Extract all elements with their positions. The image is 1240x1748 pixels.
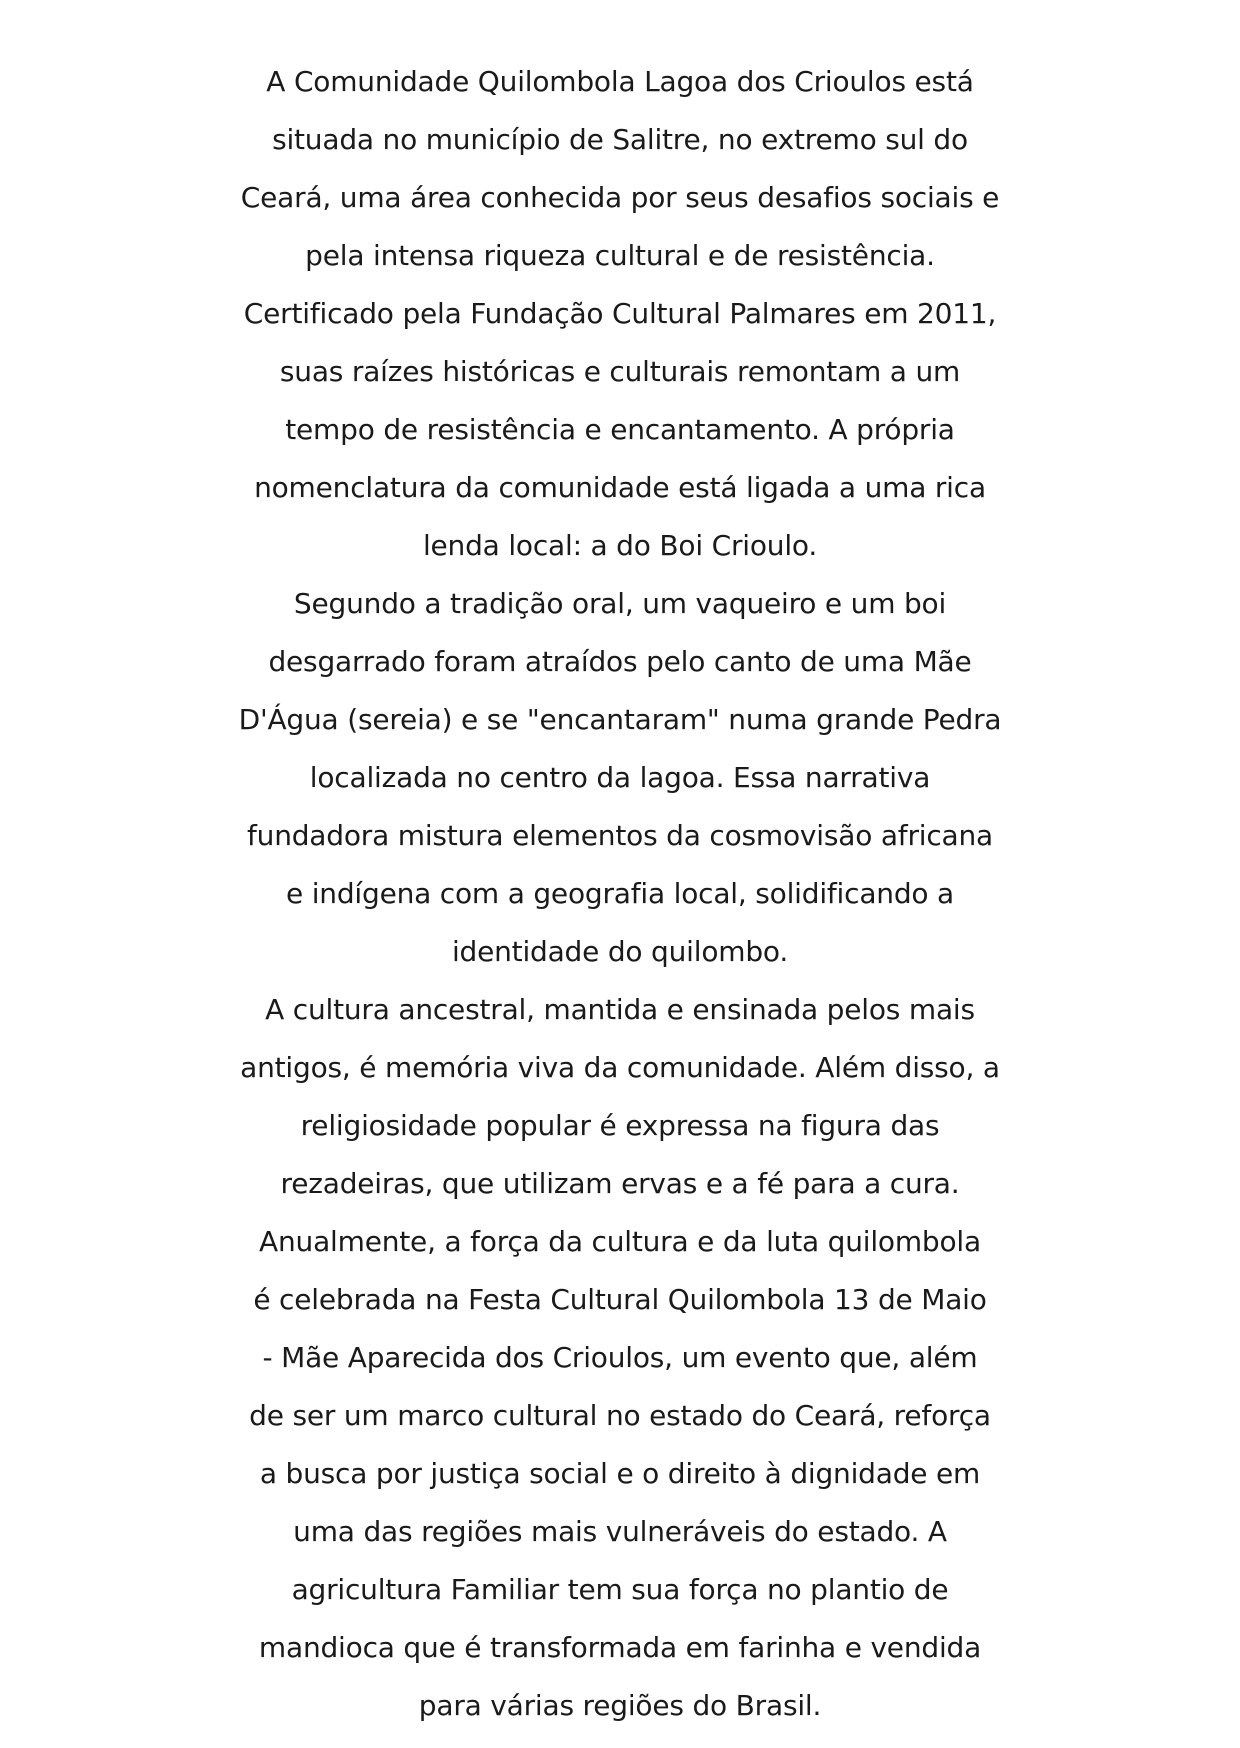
text-line: situada no município de Salitre, no extremo sul do xyxy=(272,123,968,156)
text-line: e indígena com a geografia local, solidificando a xyxy=(285,877,954,910)
text-line: a busca por justiça social e o direito à dignidade em xyxy=(259,1457,981,1490)
text-line: fundadora mistura elementos da cosmovisão africana xyxy=(246,819,993,852)
text-line: agricultura Familiar tem sua força no plantio de xyxy=(291,1573,949,1606)
text-line: Anualmente, a força da cultura e da luta quilombola xyxy=(259,1225,981,1258)
text-line: de ser um marco cultural no estado do Ceará, reforça xyxy=(249,1399,991,1432)
text-line: mandioca que é transformada em farinha e vendida xyxy=(258,1631,982,1664)
text-line: Ceará, uma área conhecida por seus desafios sociais e xyxy=(240,181,1000,214)
text-line: religiosidade popular é expressa na figura das xyxy=(300,1109,940,1142)
body-text xyxy=(0,53,1240,1735)
text-line: localizada no centro da lagoa. Essa narrativa xyxy=(309,761,931,794)
text-line: pela intensa riqueza cultural e de resistência. xyxy=(305,239,935,272)
text-line: uma das regiões mais vulneráveis do estado. A xyxy=(293,1515,947,1548)
text-line: Certificado pela Fundação Cultural Palmares em 2011, xyxy=(243,297,997,330)
text-line: identidade do quilombo. xyxy=(451,935,789,968)
text-line: D'Água (sereia) e se "encantaram" numa grande Pedra xyxy=(238,703,1002,736)
text-line: para várias regiões do Brasil. xyxy=(418,1689,822,1722)
text-line: antigos, é memória viva da comunidade. Além disso, a xyxy=(240,1051,1000,1084)
text-line: é celebrada na Festa Cultural Quilombola 13 de Maio xyxy=(253,1283,987,1316)
text-line: A cultura ancestral, mantida e ensinada pelos mais xyxy=(265,993,975,1026)
text-line: - Mãe Aparecida dos Crioulos, um evento que, além xyxy=(262,1341,978,1374)
text-line: tempo de resistência e encantamento. A própria xyxy=(285,413,955,446)
text-line: Segundo a tradição oral, um vaqueiro e um boi xyxy=(293,587,947,620)
text-line: nomenclatura da comunidade está ligada a uma rica xyxy=(254,471,986,504)
text-line: rezadeiras, que utilizam ervas e a fé para a cura. xyxy=(280,1167,960,1200)
text-line: suas raízes históricas e culturais remontam a um xyxy=(279,355,961,388)
text-line: desgarrado foram atraídos pelo canto de uma Mãe xyxy=(268,645,972,678)
text-line: A Comunidade Quilombola Lagoa dos Crioulos está xyxy=(266,65,974,98)
text-line: lenda local: a do Boi Crioulo. xyxy=(422,529,818,562)
